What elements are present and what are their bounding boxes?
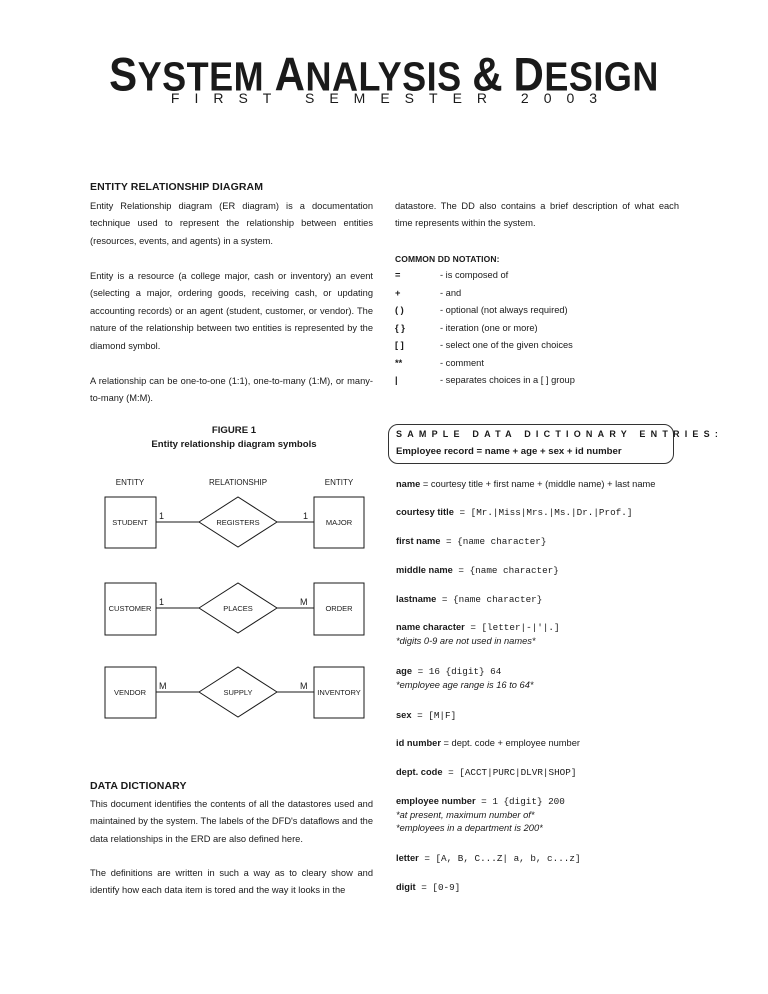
notation-item: { } - iteration (one or more) — [395, 322, 538, 333]
dd-entry: middle name = {name character} — [396, 565, 559, 576]
sample-record: Employee record = name + age + sex + id number — [396, 446, 622, 457]
cardinality-label: M — [159, 681, 167, 691]
dd-entry: name character = [letter|-|'|.] *digits 0-9 are not used in names* — [396, 622, 560, 646]
dd-entry: dept. code = [ACCT|PURC|DLVR|SHOP] — [396, 767, 577, 778]
notation-item: [ ] - select one of the given choices — [395, 340, 573, 350]
dd-entry: lastname = {name character} — [396, 594, 543, 605]
page-subtitle: FIRST SEMESTER 2003 — [170, 90, 613, 106]
er-paragraph-2: Entity is a resource (a college major, cash or inventory) an event (selecting a major, ordering goods, receiving cash, or updating accounting records) or an agent (student, customer, or vendor). The nature of the relationship between two entities is represented by the diamond symbol. — [90, 271, 373, 351]
cardinality-label: 1 — [303, 511, 309, 521]
er-paragraph-3: A relationship can be one-to-one (1:1), one-to-many (1:M), or many-to-many (M:M). — [90, 376, 373, 404]
notation-item: ** - comment — [395, 357, 484, 368]
er-paragraph-1: Entity Relationship diagram (ER diagram) is a documentation technique used to represent the relationship between entities (resources, events, and agents) in a system. — [90, 201, 373, 246]
cardinality-label: 1 — [159, 511, 165, 521]
dd-entry: letter = [A, B, C...Z| a, b, c...z] — [396, 853, 581, 864]
dd-entry: courtesy title = [Mr.|Miss|Mrs.|Ms.|Dr.|Prof.] — [396, 507, 633, 518]
dd-paragraph-2: The definitions are written in such a way as to cleary show and identify how each data item is tored and the way it looks in the — [90, 868, 373, 896]
notation-heading: COMMON DD NOTATION: — [395, 254, 500, 264]
relationship-label: SUPPLY — [223, 688, 253, 697]
page-title: SYSTEM ANALYSIS & DESIGN — [109, 48, 659, 101]
col-entity-right: ENTITY — [324, 478, 354, 487]
dd-paragraph-1: This document identifies the contents of all the datastores used and maintained by the system. The labels of the DFD's dataflows and the data relationships in the ERD are also defined here. — [90, 799, 373, 844]
er-heading: ENTITY RELATIONSHIP DIAGRAM — [90, 181, 264, 193]
dd-entry: employee number = 1 {digit} 200 *at present, maximum number of* *employees in a department is 200* — [396, 796, 565, 833]
dd-paragraph-3: datastore. The DD also contains a brief description of what each time represents within the system. — [395, 201, 679, 229]
cardinality-label: M — [300, 681, 308, 691]
dd-entry: digit = [0-9] — [396, 882, 461, 893]
entity-label: ORDER — [325, 604, 353, 613]
entity-label: INVENTORY — [317, 688, 361, 697]
dd-entry: id number = dept. code + employee number — [396, 738, 580, 748]
dd-entry-note: *employee age range is 16 to 64* — [396, 680, 534, 690]
relationship-label: REGISTERS — [216, 518, 260, 527]
entity-label: CUSTOMER — [108, 604, 152, 613]
notation-item: ( ) - optional (not always required) — [395, 305, 568, 315]
figure-caption: Entity relationship diagram symbols — [151, 439, 317, 450]
dd-entry-note: *digits 0-9 are not used in names* — [396, 636, 536, 646]
col-relationship: RELATIONSHIP — [208, 478, 268, 487]
dd-entry-note: *employees in a department is 200* — [396, 823, 543, 833]
notation-item: = - is composed of — [395, 270, 509, 280]
entity-label: VENDOR — [113, 688, 147, 697]
cardinality-label: 1 — [159, 597, 165, 607]
cardinality-label: M — [300, 597, 308, 607]
dd-entry: age = 16 {digit} 64 *employee age range is 16 to 64* — [396, 666, 534, 690]
notation-item: + - and — [395, 287, 462, 298]
dd-entry: sex = [M|F] — [396, 710, 457, 721]
dd-entry: first name = {name character} — [396, 536, 547, 547]
entity-label: MAJOR — [325, 518, 353, 527]
dd-heading: DATA DICTIONARY — [90, 780, 187, 792]
col-entity-left: ENTITY — [115, 478, 145, 487]
notation-item: | - separates choices in a [ ] group — [395, 375, 575, 385]
relationship-label: PLACES — [223, 604, 253, 613]
figure-label: FIGURE 1 — [211, 425, 257, 436]
sample-entries-title: SAMPLE DATA DICTIONARY ENTRIES: — [396, 429, 724, 439]
dd-entry: name = courtesy title + first name + (middle name) + last name — [396, 479, 656, 489]
entity-label: STUDENT — [112, 518, 148, 527]
dd-entry-note: *at present, maximum number of* — [396, 810, 535, 820]
